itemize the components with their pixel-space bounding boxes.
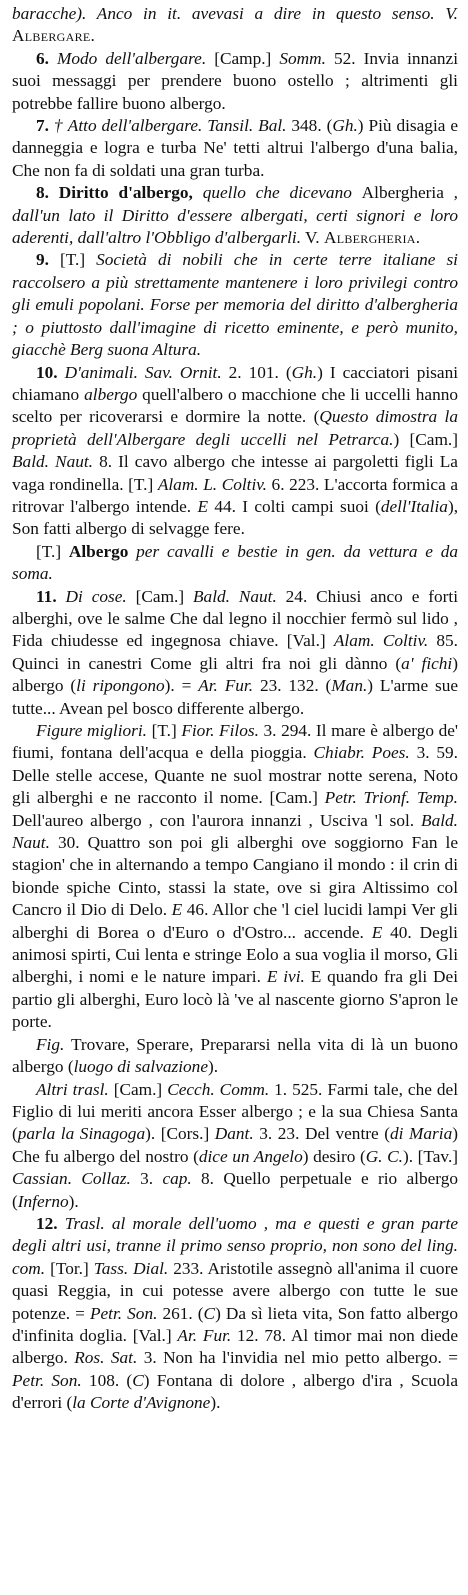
text-run: Trovare, Sperare, Prepararsi nella vita di là un buono albergo (	[12, 1034, 458, 1077]
text-run: ) I cacciatori pisani chiamano	[12, 362, 459, 404]
text-run: ) Che fu albergo del nostro (	[12, 1124, 458, 1166]
text-run: Questo dimostra la proprietà dell'Albergare degli uccelli nel Petrarca.	[12, 407, 459, 449]
text-run: 2. 101. (	[221, 362, 292, 382]
text-run: 11.	[36, 586, 66, 606]
text-run: ) [Cam.]	[393, 429, 458, 449]
text-run: C	[203, 1303, 216, 1323]
entry-paragraph	[12, 541, 458, 586]
text-run: 6.	[36, 48, 57, 68]
text-run: E ivi.	[266, 967, 305, 987]
entry-paragraph	[12, 3, 458, 48]
text-run: Albergare.	[12, 26, 96, 46]
text-run: G. C.	[365, 1146, 403, 1166]
text-run: E quando fra gli Dei partio gli alberghi, Euro locò là 've al nascente giorno S'apron le porte.	[12, 967, 459, 1032]
text-run: Alam. Coltiv.	[333, 631, 429, 651]
text-run: 9.	[36, 250, 60, 270]
text-run: 7.	[36, 116, 54, 136]
text-run: parla la Sinagoga	[17, 1124, 146, 1144]
text-run: ).	[210, 1393, 221, 1413]
entry-paragraph	[12, 586, 458, 720]
text-run: [T.]	[59, 250, 97, 270]
text-run: [Cam.]	[108, 1079, 168, 1099]
text-run: Bald. Naut.	[193, 586, 277, 606]
text-run: Petr. Son.	[12, 1370, 82, 1390]
text-run: Alam. L. Coltiv.	[157, 474, 267, 494]
text-run: E	[171, 900, 183, 920]
text-run: Bald. Naut.	[12, 452, 93, 472]
text-run: dice un Angelo	[198, 1146, 303, 1166]
text-run: Dant.	[214, 1124, 254, 1144]
text-run: ).	[68, 1191, 79, 1211]
text-run: E	[371, 922, 383, 942]
text-run: 233. Aristotile assegnò all'anima il cuore quasi Reggia, in cui potesse avere albergo con tutte le sue potenze. =	[12, 1258, 458, 1323]
text-run: quell'albero o macchione che li uccelli hanno scelto per ricoverarsi e dormire la notte. (	[12, 384, 459, 427]
text-run: Bald. Naut.	[12, 810, 458, 853]
text-run: 348. (	[286, 116, 333, 136]
text-run: V.	[301, 228, 324, 248]
text-run: Cassian. Collaz.	[12, 1169, 131, 1189]
text-run: ). =	[164, 676, 199, 696]
text-run: Somm.	[279, 48, 326, 68]
text-run: 6. 223. L'accorta formica a ritrovar l'albergo intende.	[12, 474, 458, 516]
text-run: albergo	[84, 384, 138, 404]
text-run: Trasl. al morale dell'uomo , ma e questi e gran parte degli altri usi, tranne il primo senso proprio, non sono del ling. com.	[12, 1213, 459, 1278]
text-run: 44. I colti campi suoi (	[208, 496, 381, 516]
text-run: 12. 78. Al timor mai non diede albergo.	[12, 1325, 458, 1368]
entry-paragraph	[12, 182, 458, 249]
text-run: 8. Diritto d'albergo,	[36, 183, 193, 203]
text-run: Altri trasl.	[36, 1079, 109, 1099]
text-run: 3. Non ha l'invidia nel mio petto albergo. =	[137, 1348, 459, 1368]
text-run: 108. (	[81, 1370, 133, 1390]
text-run: 46. Allor che 'l ciel lucidi lampi Ver gli alberghi di Borea o d'Euro o d'Ostro... accende.	[12, 900, 458, 942]
entry-paragraph	[12, 1034, 458, 1079]
text-run: a' fichi	[401, 653, 453, 673]
text-run: di Maria	[390, 1124, 453, 1144]
text-run: Man.	[331, 676, 368, 696]
text-run: ) Fontana di dolore , albergo d'ira , Scuola d'errori (	[12, 1370, 459, 1413]
text-run: Ar. Fur.	[198, 676, 254, 696]
text-run: [T.]	[147, 721, 182, 740]
text-run: 85. Quinci in canestri Come gli altri fra noi gli dànno (	[12, 631, 458, 673]
text-run: ). [Tav.]	[402, 1146, 459, 1166]
text-run: D'animali. Sav. Ornit.	[64, 362, 222, 382]
text-run: E	[197, 496, 208, 516]
text-run: Petr. Son.	[89, 1303, 158, 1323]
text-run: ). [Cors.]	[145, 1124, 215, 1144]
text-run: 30. Quattro son poi gli alberghi ove soggiorno Fan le stagion' che in alternando a tempo Cangiano il mondo : il crin di bionde spiche Cinto, stassi la state, ove si gira Altissimo col Cancro il Dio di Delo.	[12, 833, 458, 920]
text-run: [Cam.]	[126, 586, 193, 606]
text-run: Chiabr. Poes.	[313, 743, 410, 763]
text-run: [Tor.]	[45, 1258, 94, 1278]
text-run: baracche). Anco in it. avevasi a dire in questo senso. V.	[12, 4, 458, 23]
text-run: [Camp.]	[206, 48, 280, 68]
text-run: Società di nobili che in certe terre italiane si raccolsero a più strettamente mantenere i loro privilegi contro gli emuli popolani. Forse per memoria del diritto d'albergheria ; o piuttosto dall'imagine di ricetto eminente, e però munito, giacchè Berg suona Altura.	[12, 250, 458, 360]
text-run: ) desiro (	[302, 1146, 366, 1166]
text-run: ), Son fatti albergo di selvagge fere.	[12, 496, 459, 539]
entry-paragraph	[12, 362, 458, 541]
text-run: ) albergo (	[12, 653, 458, 696]
text-run: Fior. Filos.	[181, 721, 259, 740]
text-run: Gh.	[291, 362, 318, 382]
text-run: 10.	[36, 362, 65, 382]
text-run: Ar. Fur.	[177, 1325, 232, 1345]
text-run: 12.	[36, 1213, 65, 1233]
entry-paragraph	[12, 1213, 458, 1415]
text-run: 3. 59. Delle stelle accese, Quante ne suol mostrar notte serena, Noto gli alberghi e ne racconto il nome. [Cam.]	[12, 743, 459, 808]
text-run: per cavalli e bestie in gen. da vettura e da soma.	[12, 541, 458, 584]
text-run: 52. Invia innanzi suoi messaggi per prendere buono ostello ; altrimenti gli potrebbe fallire buono albergo.	[12, 48, 458, 113]
text-run: † Atto dell'albergare. Tansil. Bal.	[53, 116, 287, 136]
text-run: dell'Italia	[380, 496, 448, 516]
text-run: Di cose.	[65, 586, 127, 606]
text-run: Cecch. Comm.	[167, 1079, 270, 1099]
text-run: ).	[208, 1057, 219, 1077]
text-run: li ripongono	[76, 676, 165, 696]
entry-paragraph	[12, 1079, 458, 1213]
text-run: 23. 132. (	[253, 676, 332, 696]
text-run: 3.	[130, 1169, 163, 1189]
text-run: [T.]	[36, 541, 69, 561]
text-run: ) L'arme sue tutte... Avean pel bosco differente albergo.	[12, 676, 459, 718]
text-run: , dall'un lato il Diritto d'essere albergati, certi signori e loro aderenti, dall'altro l'Obbligo d'albergarli.	[12, 183, 458, 248]
entry-paragraph	[12, 48, 458, 115]
entry-paragraph	[12, 115, 458, 182]
text-run: quello che dicevano	[192, 183, 362, 203]
text-run: Figure migliori.	[36, 721, 148, 740]
text-run: 8. Il cavo albergo che intesse ai pargoletti figli La vaga rondinella. [T.]	[12, 452, 458, 494]
entry-paragraph	[12, 720, 458, 1034]
text-run: cap.	[162, 1169, 192, 1189]
text-run: Albergheria.	[323, 228, 421, 248]
text-run: 8. Quello perpetuale e rio albergo (	[12, 1169, 459, 1211]
text-run: 24. Chiusi anco e forti alberghi, ove le salme Che dal legno il nocchier fermò sul lido , Fida chiudesse ed ingegnosa chiave. [Val.]	[12, 586, 459, 651]
text-run: Inferno	[17, 1191, 69, 1211]
text-run: Dell'aureo albergo , con l'aurora innanzi , Usciva 'l sol.	[12, 810, 422, 830]
text-run: C	[132, 1370, 144, 1390]
text-run: 3. 23. Del ventre (	[253, 1124, 390, 1144]
text-run: Tass. Dial.	[93, 1258, 169, 1278]
text-run: Petr. Trionf. Temp.	[324, 788, 458, 808]
text-run: luogo di salvazione	[73, 1057, 208, 1077]
text-run: ) Da sì lieta vita, Son fatto albergo d'infinita doglia. [Val.]	[12, 1303, 458, 1345]
text-run: Albergheria	[361, 183, 444, 203]
text-run: Gh.	[332, 116, 358, 136]
text-run: Ros. Sat.	[74, 1348, 138, 1368]
text-run: Modo dell'albergare.	[57, 48, 207, 68]
text-run: 40. Degli animosi spirti, Cui lenta e stringe Eolo a sua voglia il morso, Gli alberghi, i nomi e le nature impari.	[12, 922, 458, 987]
text-run: la Corte d'Avignone	[72, 1393, 211, 1413]
text-run: 1. 525. Farmi tale, che del Figlio di lui meriti ancora Esser albergo ; e la sua Chiesa Santa (	[12, 1079, 458, 1144]
text-run: Fig.	[36, 1034, 65, 1054]
entry-paragraph	[12, 249, 458, 361]
text-run: ) Più disagia e danneggia e logra e turba Ne' tetti altrui l'albergo d'una balia, Che non fa di soldati una gran turba.	[12, 116, 459, 180]
text-run: 3. 294. Il mare è albergo de' fiumi, fontana dell'acqua e della pioggia.	[12, 721, 459, 763]
text-run: Albergo	[68, 541, 129, 561]
text-run: 261. (	[157, 1303, 204, 1323]
